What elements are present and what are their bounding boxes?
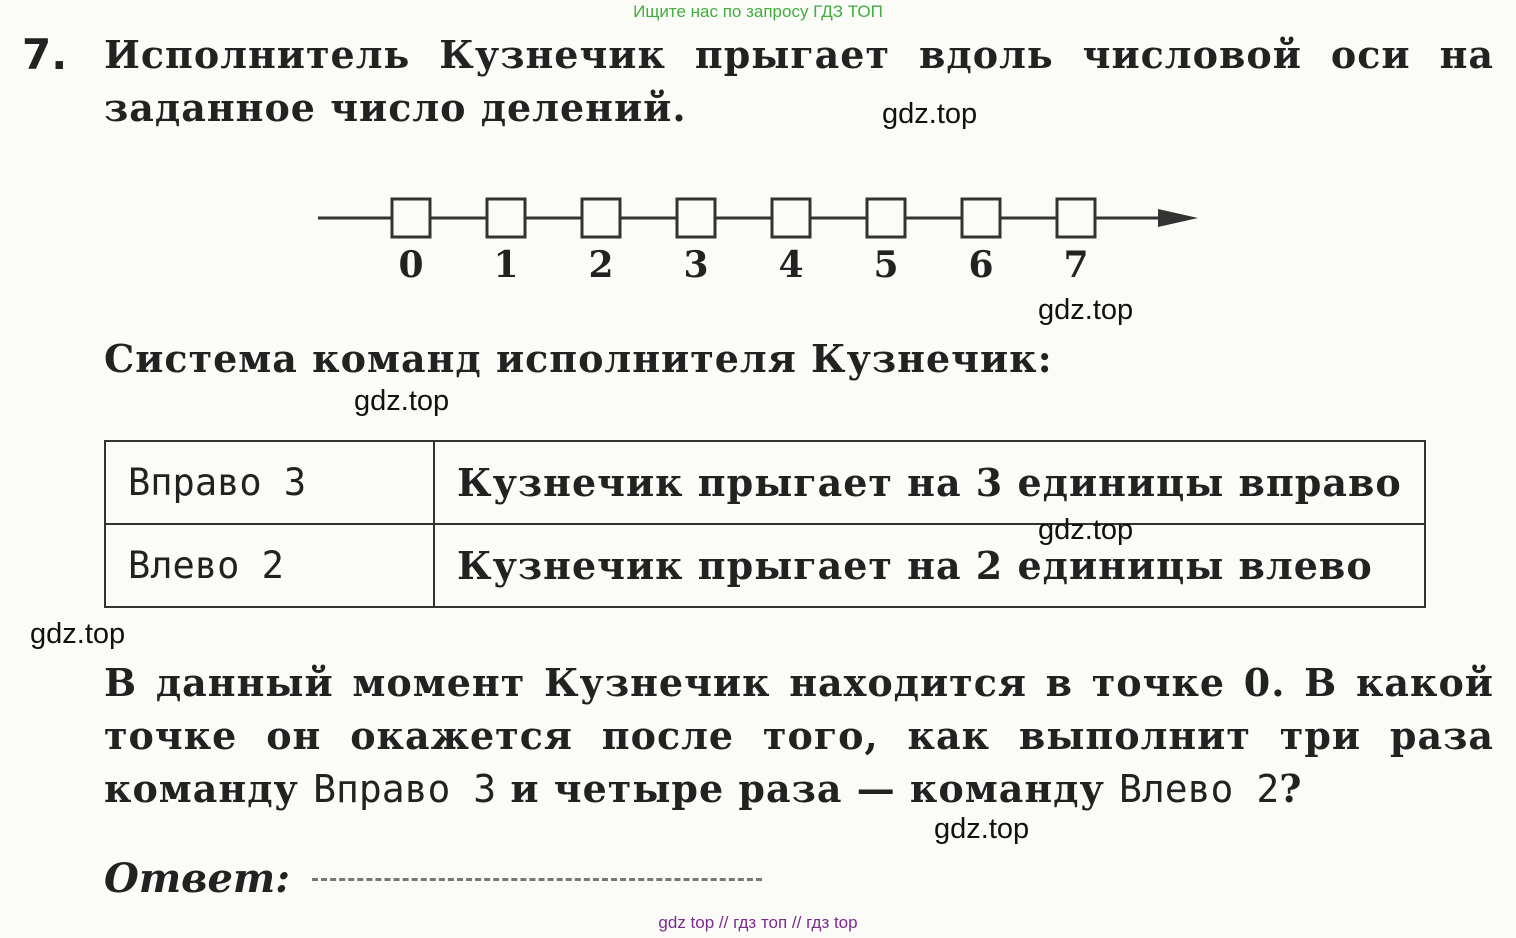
question-line-1: В данный момент Кузнечик находится в точке 0. В какой [104, 660, 1494, 705]
command-cell: Влево 2 [105, 524, 434, 607]
axis-tick-box [1057, 199, 1095, 237]
axis-tick-label: 7 [1063, 244, 1089, 286]
axis-tick-box [487, 199, 525, 237]
watermark: gdz.top [882, 98, 978, 130]
command-table [104, 440, 1426, 608]
axis-tick-label: 1 [493, 244, 519, 286]
axis-tick-label: 3 [683, 244, 709, 286]
watermark: gdz.top [354, 385, 450, 417]
watermark: gdz.top [30, 618, 126, 650]
description-cell: Кузнечик прыгает на 3 единицы вправо [434, 441, 1425, 524]
axis-tick-label: 0 [398, 244, 424, 286]
system-title: Система команд исполнителя Кузнечик: [104, 336, 1053, 381]
description-cell: Кузнечик прыгает на 2 единицы влево [434, 524, 1425, 607]
question-line-2: точке он окажется после того, как выполнит три раза [104, 713, 1494, 758]
axis-tick-box [867, 199, 905, 237]
watermark: gdz.top [934, 813, 1030, 845]
answer-label: Ответ: [104, 855, 290, 902]
axis-arrow [1158, 209, 1198, 227]
table-row [105, 524, 1425, 607]
intro-line-1: Исполнитель Кузнечик прыгает вдоль числовой оси на [104, 32, 1494, 77]
watermark: gdz.top [1038, 514, 1134, 546]
intro-line-2: заданное число делений. [104, 85, 687, 130]
axis-tick-box [677, 199, 715, 237]
bottom-banner[interactable]: gdz top // гдз топ // гдз top [658, 913, 858, 932]
axis-tick-box [772, 199, 810, 237]
axis-tick-label: 6 [968, 244, 994, 286]
axis-tick-box [392, 199, 430, 237]
task-number: 7. [22, 30, 68, 79]
top-banner[interactable]: Ищите нас по запросу ГДЗ ТОП [633, 2, 883, 21]
axis-tick-label: 5 [873, 244, 899, 286]
axis-tick-label: 2 [588, 244, 614, 286]
axis-tick-box [962, 199, 1000, 237]
axis-tick-box [582, 199, 620, 237]
number-line [300, 185, 1220, 295]
command-cell: Вправо 3 [105, 441, 434, 524]
watermark: gdz.top [1038, 294, 1134, 326]
question-line-3: команду Вправо 3 и четыре раза — команду Влево 2? [104, 766, 1303, 811]
table-row [105, 441, 1425, 524]
answer-blank[interactable] [312, 878, 762, 881]
axis-tick-label: 4 [778, 244, 804, 286]
